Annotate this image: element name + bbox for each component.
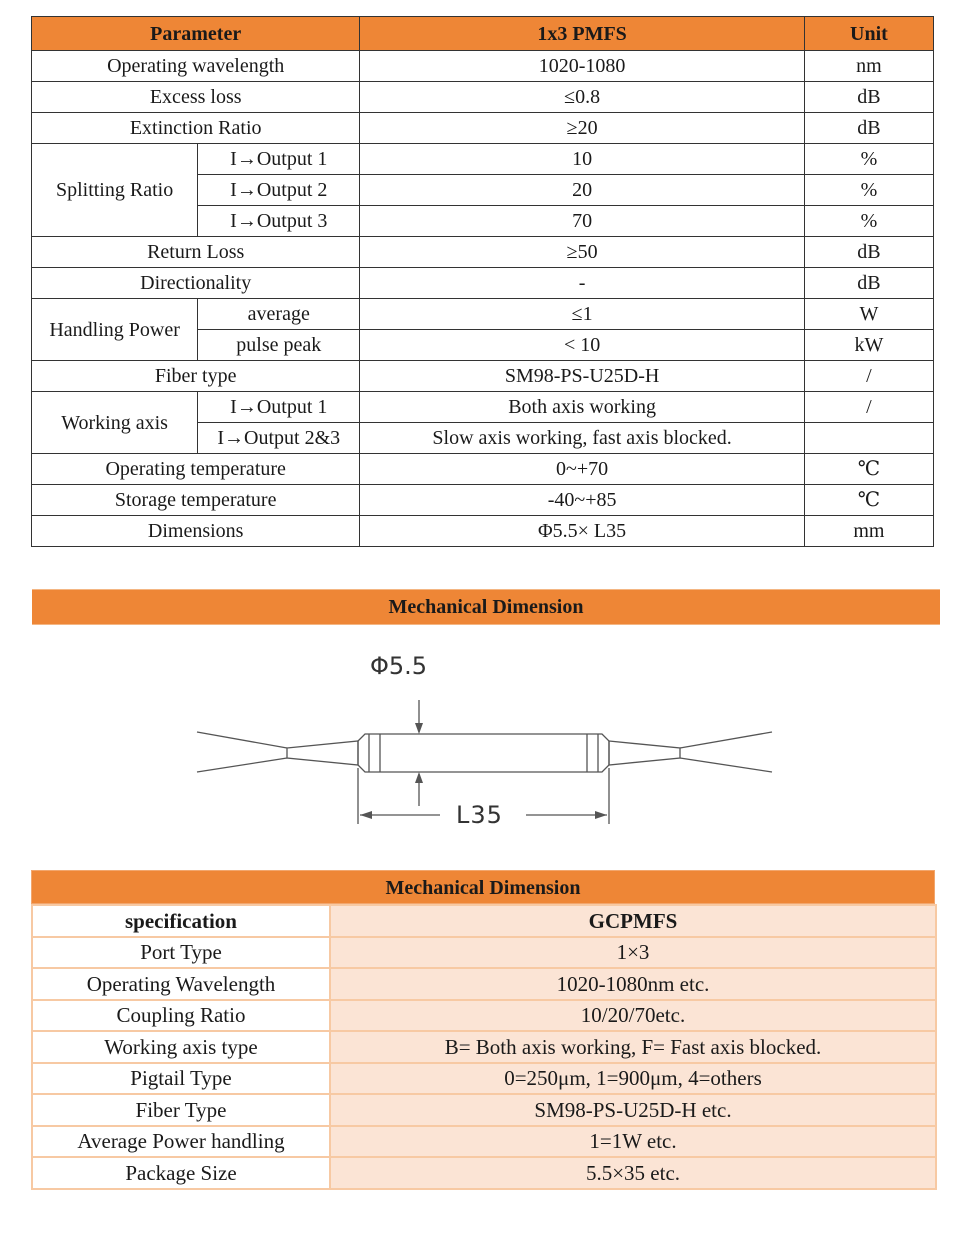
ordering-label-average-power: Average Power handling [32, 1126, 330, 1158]
unit-dimensions: mm [804, 516, 933, 547]
row-return-loss [32, 237, 934, 268]
value-excess-loss: ≤0.8 [360, 82, 804, 113]
specification-table [31, 16, 934, 547]
sub-working-axis-1: I→Output 1 [198, 392, 360, 423]
diameter-arrowhead-top [415, 723, 423, 734]
coupler-body [358, 734, 609, 772]
unit-working-axis-1: / [804, 392, 933, 423]
ordering-label-fiber-type: Fiber Type [32, 1094, 330, 1126]
row-fiber-type [32, 361, 934, 392]
ordering-title: Mechanical Dimension [31, 870, 935, 904]
ordering-value-fiber-type: SM98-PS-U25D-H etc. [330, 1094, 936, 1126]
row-operating-wavelength [32, 51, 934, 82]
label-return-loss: Return Loss [32, 237, 360, 268]
value-handling-average: ≤1 [360, 299, 804, 330]
ordering-value-average-power: 1=1W etc. [330, 1126, 936, 1158]
ordering-value-port-type: 1×3 [330, 937, 936, 969]
header-unit: Unit [804, 17, 933, 51]
ordering-row-working-axis-type [32, 1031, 936, 1063]
ordering-row-fiber-type [32, 1094, 936, 1126]
coupler-dimension-drawing [190, 640, 790, 840]
label-operating-temperature: Operating temperature [32, 454, 360, 485]
right-boot [609, 741, 680, 765]
ordering-value-coupling-ratio: 10/20/70etc. [330, 1000, 936, 1032]
unit-operating-temperature: ℃ [804, 454, 933, 485]
unit-operating-wavelength: nm [804, 51, 933, 82]
value-working-axis-1: Both axis working [360, 392, 804, 423]
value-operating-temperature: 0~+70 [360, 454, 804, 485]
row-operating-temperature [32, 454, 934, 485]
label-excess-loss: Excess loss [32, 82, 360, 113]
unit-handling-average: W [804, 299, 933, 330]
row-handling-power-1 [32, 299, 934, 330]
ordering-row-average-power [32, 1126, 936, 1158]
unit-working-axis-2 [804, 423, 933, 454]
mechanical-dimension-banner: Mechanical Dimension [32, 589, 940, 625]
value-splitting-2: 20 [360, 175, 804, 206]
ordering-header-model: GCPMFS [330, 905, 936, 937]
sub-splitting-2: I→Output 2 [198, 175, 360, 206]
ordering-value-package-size: 5.5×35 etc. [330, 1157, 936, 1189]
value-extinction-ratio: ≥20 [360, 113, 804, 144]
length-label: L35 [456, 801, 503, 829]
ordering-information [31, 870, 935, 1190]
sub-handling-peak: pulse peak [198, 330, 360, 361]
value-dimensions: Φ5.5× L35 [360, 516, 804, 547]
ordering-table [31, 904, 937, 1190]
label-storage-temperature: Storage temperature [32, 485, 360, 516]
label-directionality: Directionality [32, 268, 360, 299]
label-dimensions: Dimensions [32, 516, 360, 547]
unit-splitting-2: % [804, 175, 933, 206]
label-extinction-ratio: Extinction Ratio [32, 113, 360, 144]
header-parameter: Parameter [32, 17, 360, 51]
ordering-row-port-type [32, 937, 936, 969]
ordering-value-working-axis-type: B= Both axis working, F= Fast axis blocked. [330, 1031, 936, 1063]
diameter-arrowhead-bottom [415, 772, 423, 783]
unit-splitting-3: % [804, 206, 933, 237]
sub-working-axis-2: I→Output 2&3 [198, 423, 360, 454]
unit-storage-temperature: ℃ [804, 485, 933, 516]
ordering-value-pigtail-type: 0=250μm, 1=900μm, 4=others [330, 1063, 936, 1095]
left-boot [287, 741, 358, 765]
right-fiber-upper [680, 732, 772, 748]
row-excess-loss [32, 82, 934, 113]
sub-splitting-1: I→Output 1 [198, 144, 360, 175]
ordering-header-spec: specification [32, 905, 330, 937]
ordering-label-pigtail-type: Pigtail Type [32, 1063, 330, 1095]
unit-return-loss: dB [804, 237, 933, 268]
length-arrowhead-right [595, 811, 607, 819]
unit-excess-loss: dB [804, 82, 933, 113]
row-working-axis-1 [32, 392, 934, 423]
unit-fiber-type: / [804, 361, 933, 392]
ordering-row-pigtail-type [32, 1063, 936, 1095]
spec-header-row [32, 17, 934, 51]
row-extinction-ratio [32, 113, 934, 144]
diameter-label: Φ5.5 [370, 652, 428, 680]
unit-splitting-1: % [804, 144, 933, 175]
row-storage-temperature [32, 485, 934, 516]
ordering-row-package-size [32, 1157, 936, 1189]
header-model: 1x3 PMFS [360, 17, 804, 51]
label-working-axis: Working axis [32, 392, 198, 454]
row-splitting-ratio-1 [32, 144, 934, 175]
label-operating-wavelength: Operating wavelength [32, 51, 360, 82]
value-operating-wavelength: 1020-1080 [360, 51, 804, 82]
value-fiber-type: SM98-PS-U25D-H [360, 361, 804, 392]
ordering-value-operating-wavelength: 1020-1080nm etc. [330, 968, 936, 1000]
ordering-label-working-axis-type: Working axis type [32, 1031, 330, 1063]
sub-splitting-3: I→Output 3 [198, 206, 360, 237]
label-handling-power: Handling Power [32, 299, 198, 361]
ordering-label-package-size: Package Size [32, 1157, 330, 1189]
ordering-label-operating-wavelength: Operating Wavelength [32, 968, 330, 1000]
value-directionality: - [360, 268, 804, 299]
ordering-row-operating-wavelength [32, 968, 936, 1000]
ordering-label-port-type: Port Type [32, 937, 330, 969]
value-handling-peak: < 10 [360, 330, 804, 361]
unit-directionality: dB [804, 268, 933, 299]
length-arrowhead-left [360, 811, 372, 819]
ordering-row-coupling-ratio [32, 1000, 936, 1032]
left-fiber-upper [197, 732, 287, 748]
left-fiber-lower [197, 758, 287, 772]
ordering-label-coupling-ratio: Coupling Ratio [32, 1000, 330, 1032]
value-storage-temperature: -40~+85 [360, 485, 804, 516]
value-working-axis-2: Slow axis working, fast axis blocked. [360, 423, 804, 454]
sub-handling-average: average [198, 299, 360, 330]
value-return-loss: ≥50 [360, 237, 804, 268]
unit-handling-peak: kW [804, 330, 933, 361]
label-fiber-type: Fiber type [32, 361, 360, 392]
unit-extinction-ratio: dB [804, 113, 933, 144]
row-dimensions [32, 516, 934, 547]
value-splitting-3: 70 [360, 206, 804, 237]
label-splitting-ratio: Splitting Ratio [32, 144, 198, 237]
right-fiber-lower [680, 758, 772, 772]
ordering-header-row [32, 905, 936, 937]
row-directionality [32, 268, 934, 299]
value-splitting-1: 10 [360, 144, 804, 175]
